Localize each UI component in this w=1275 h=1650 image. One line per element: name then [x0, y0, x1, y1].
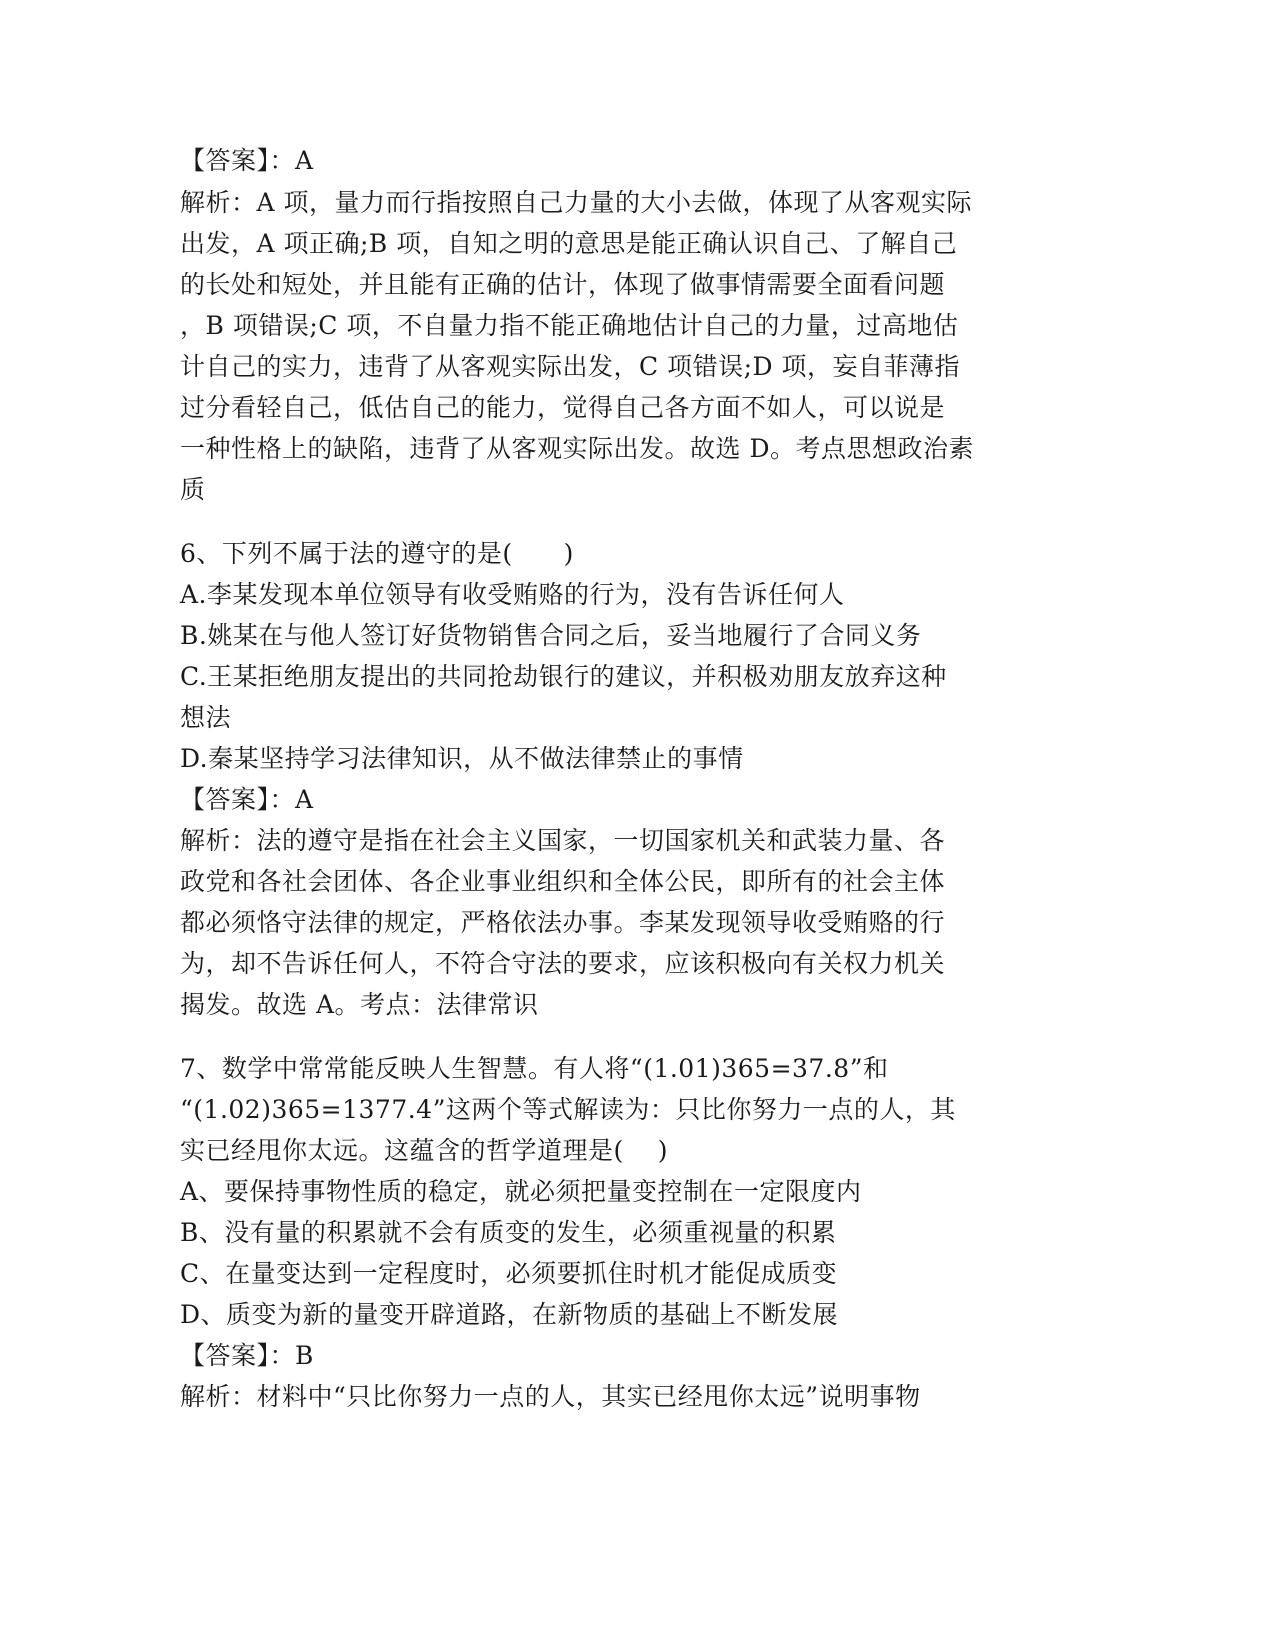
- option-d: D、质变为新的量变开辟道路，在新物质的基础上不断发展: [180, 1300, 839, 1329]
- question-text: 7、数学中常常能反映人生智慧。有人将“(1.01)365=37.8”和: [180, 1054, 889, 1083]
- analysis-line: 质: [180, 475, 206, 504]
- answer-label: 【答案】：A: [180, 785, 314, 814]
- option-b: B.姚某在与他人签订好货物销售合同之后，妥当地履行了合同义务: [180, 621, 922, 650]
- analysis-line: 都必须恪守法律的规定，严格依法办事。李某发现领导收受贿赂的行: [180, 908, 946, 937]
- analysis-line: ，B 项错误;C 项，不自量力指不能正确地估计自己的力量，过高地估: [180, 311, 959, 340]
- analysis-line: 为，却不告诉任何人，不符合守法的要求，应该积极向有关权力机关: [180, 949, 946, 978]
- analysis-line: 的长处和短处，并且能有正确的估计，体现了做事情需要全面看问题: [180, 270, 946, 299]
- question-text: 6、下列不属于法的遵守的是( ): [180, 539, 574, 568]
- option-a: A、要保持事物性质的稳定，就必须把量变控制在一定限度内: [180, 1177, 862, 1206]
- option-c: C.王某拒绝朋友提出的共同抢劫银行的建议，并积极劝朋友放弃这种: [180, 662, 947, 691]
- analysis-line: 解析：A 项，量力而行指按照自己力量的大小去做，体现了从客观实际: [180, 188, 973, 217]
- analysis-line: 政党和各社会团体、各企业事业组织和全体公民，即所有的社会主体: [180, 867, 946, 896]
- analysis-line: 出发，A 项正确;B 项，自知之明的意思是能正确认识自己、了解自己: [180, 229, 958, 258]
- option-b: B、没有量的积累就不会有质变的发生，必须重视量的积累: [180, 1218, 837, 1247]
- question-text: 实已经甩你太远。这蕴含的哲学道理是( ): [180, 1136, 668, 1165]
- analysis-line: 解析：法的遵守是指在社会主义国家，一切国家机关和武装力量、各: [180, 826, 946, 855]
- analysis-line: 一种性格上的缺陷，违背了从客观实际出发。故选 D。考点思想政治素: [180, 434, 974, 463]
- option-d: D.秦某坚持学习法律知识，从不做法律禁止的事情: [180, 744, 744, 773]
- answer-label: 【答案】：A: [180, 146, 314, 175]
- analysis-line: 过分看轻自己，低估自己的能力，觉得自己各方面不如人，可以说是: [180, 393, 946, 422]
- analysis-line: 计自己的实力，违背了从客观实际出发，C 项错误;D 项，妄自菲薄指: [180, 352, 960, 381]
- analysis-line: 揭发。故选 A。考点：法律常识: [180, 990, 539, 1019]
- analysis-line: 解析：材料中“只比你努力一点的人，其实已经甩你太远”说明事物: [180, 1382, 921, 1411]
- option-a: A.李某发现本单位领导有收受贿赂的行为，没有告诉任何人: [180, 580, 845, 609]
- option-c-continued: 想法: [180, 703, 232, 732]
- question-text: “(1.02)365=1377.4”这两个等式解读为：只比你努力一点的人，其: [180, 1095, 956, 1124]
- answer-label: 【答案】：B: [180, 1341, 314, 1370]
- option-c: C、在量变达到一定程度时，必须要抓住时机才能促成质变: [180, 1259, 838, 1288]
